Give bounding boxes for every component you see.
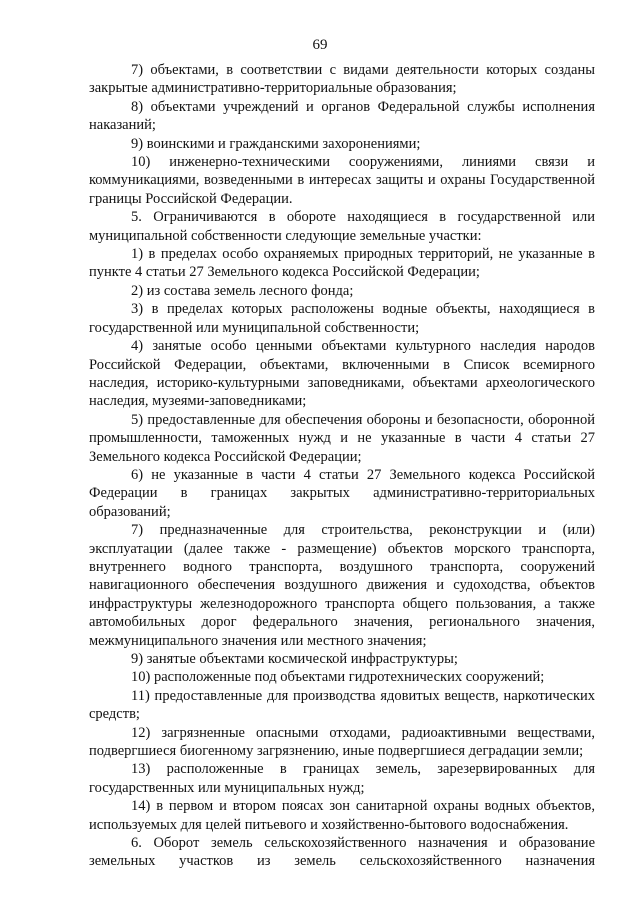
paragraph-restricted-item-12: 12) загрязненные опасными отходами, радиоактивными веществами, подвергшиеся биогенному загрязнению, иные подвергшиеся деградации земли; [89, 724, 595, 760]
paragraph-item-10-border-structures: 10) инженерно-техническими сооружениями, линиями связи и коммуникациями, возведенными в интересах защиты и охраны Государственной границы Российской Федерации. [89, 154, 595, 207]
paragraph-restricted-item-3: 3) в пределах которых расположены водные объекты, находящиеся в государственной или муниципальной собственности; [89, 301, 595, 336]
paragraph-restricted-item-11: 11) предоставленные для производства ядовитых веществ, наркотических средств; [89, 687, 595, 723]
paragraph-restricted-item-1: 1) в пределах особо охраняемых природных территорий, не указанные в пункте 4 статьи 27 Земельного кодекса Российской Федерации; [89, 246, 595, 281]
paragraph-restricted-item-9: 9) занятые объектами космической инфраструктуры; [131, 651, 458, 667]
paragraph-restricted-item-4: 4) занятые особо ценными объектами культурного наследия народов Российской Федерации, объектами, включенными в Список всемирного наследия, историко-культурными заповедниками, объектами археологического наследия, музеями-заповедниками; [89, 338, 595, 410]
paragraph-item-7-closed-territories: 7) объектами, в соответствии с видами деятельности которых созданы закрытые административно-территориальные образования; [89, 62, 595, 97]
paragraph-item-8-penal-service: 8) объектами учреждений и органов Федеральной службы исполнения наказаний; [89, 98, 595, 134]
page-number: 69 [312, 37, 328, 53]
paragraph-item-9-burials: 9) воинскими и гражданскими захоронениями; [131, 135, 421, 152]
document-body [89, 61, 595, 871]
paragraph-restricted-item-5: 5) предоставленные для обеспечения обороны и безопасности, оборонной промышленности, таможенных нужд и не указанные в части 4 статьи 27 Земельного кодекса Российской Федерации; [89, 411, 595, 465]
paragraph-restricted-item-7: 7) предназначенные для строительства, реконструкции и (или) эксплуатации (далее также - размещение) объектов морского транспорта, внутреннего водного транспорта, воздушного транспорта, сооружений навигационного обеспечения воздушного движения и судоходства, объектов инфраструктуры железнодорожного транспорта общего пользования, а также автомобильных дорог федерального значения, регионального значения, межмуниципального значения или местного значения; [89, 522, 595, 649]
paragraph-restricted-item-2: 2) из состава земель лесного фонда; [131, 282, 354, 299]
paragraph-restricted-item-13: 13) расположенные в границах земель, зарезервированных для государственных или муниципальных нужд; [89, 761, 595, 796]
paragraph-restricted-item-14: 14) в первом и втором поясах зон санитарной охраны водных объектов, используемых для целей питьевого и хозяйственно-бытового водоснабжения. [89, 798, 595, 833]
paragraph-restricted-item-6: 6) не указанные в части 4 статьи 27 Земельного кодекса Российской Федерации в границах закрытых административно-территориальных образований; [89, 466, 595, 520]
paragraph-section-5-heading: 5. Ограничиваются в обороте находящиеся в государственной или муниципальной собственности следующие земельные участки: [89, 209, 595, 244]
paragraph-restricted-item-10: 10) расположенные под объектами гидротехнических сооружений; [131, 669, 545, 686]
paragraph-section-6-start: 6. Оборот земель сельскохозяйственного назначения и образование земельных участков из земель сельскохозяйственного назначения [89, 835, 595, 870]
